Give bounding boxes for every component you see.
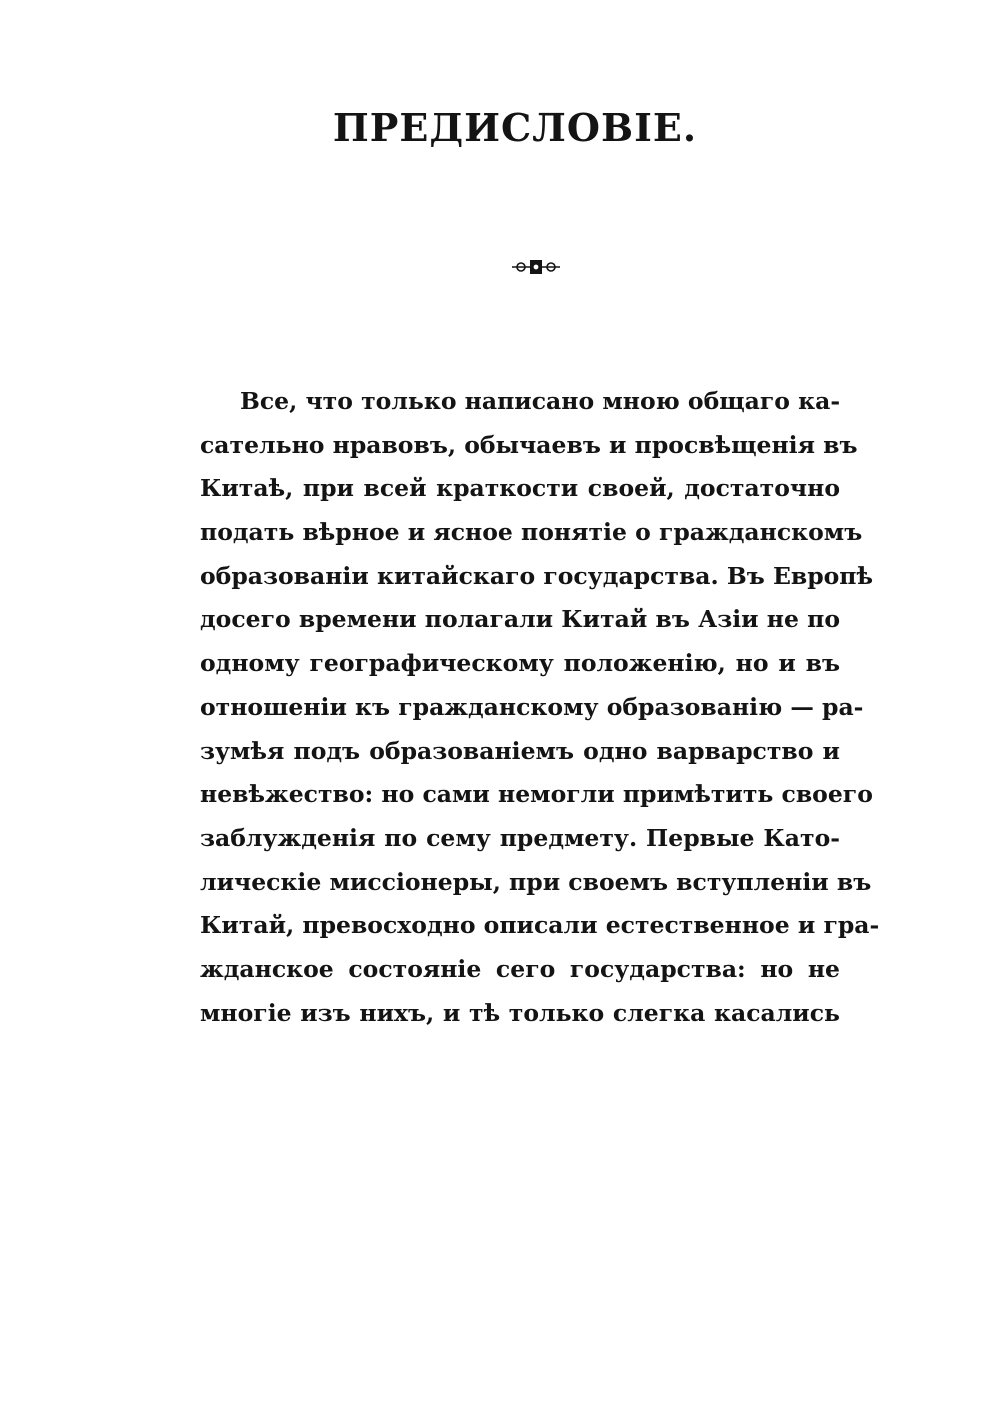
text-line: многіе изъ нихъ, и тѣ только слегка касались	[200, 998, 840, 1027]
text-line: лическіе миссіонеры, при своемъ вступленіи въ	[200, 867, 872, 896]
text-line: Китай, превосходно описали естественное и гра-	[200, 911, 880, 940]
text-line: Все, что только написано мною общаго ка-	[240, 387, 841, 415]
text-line: жданское состояніе сего государства: но не	[200, 954, 840, 983]
ornament-divider-icon	[511, 258, 561, 276]
preface-body	[200, 380, 880, 1035]
text-line: невѣжество: но сами немогли примѣтить своего	[200, 780, 873, 809]
text-line: зумѣя подъ образованіемъ одно варварство и	[200, 736, 840, 765]
text-line: заблужденія по сему предмету. Первые Като-	[200, 823, 840, 852]
text-line: подать вѣрное и ясное понятіе о гражданскомъ	[200, 518, 863, 547]
text-line: одному географическому положенію, но и въ	[200, 649, 840, 678]
text-line: досего времени полагали Китай въ Азіи не по	[200, 605, 840, 634]
text-line: сательно нравовъ, обычаевъ и просвѣщенія въ	[200, 430, 858, 459]
text-line: Китаѣ, при всей краткости своей, достаточно	[200, 474, 840, 503]
page-title: ПРЕДИСЛОВІЕ.	[332, 105, 698, 150]
text-line: образованіи китайскаго государства. Въ Европѣ	[200, 561, 874, 590]
text-line: отношеніи къ гражданскому образованію — ра-	[200, 692, 864, 721]
